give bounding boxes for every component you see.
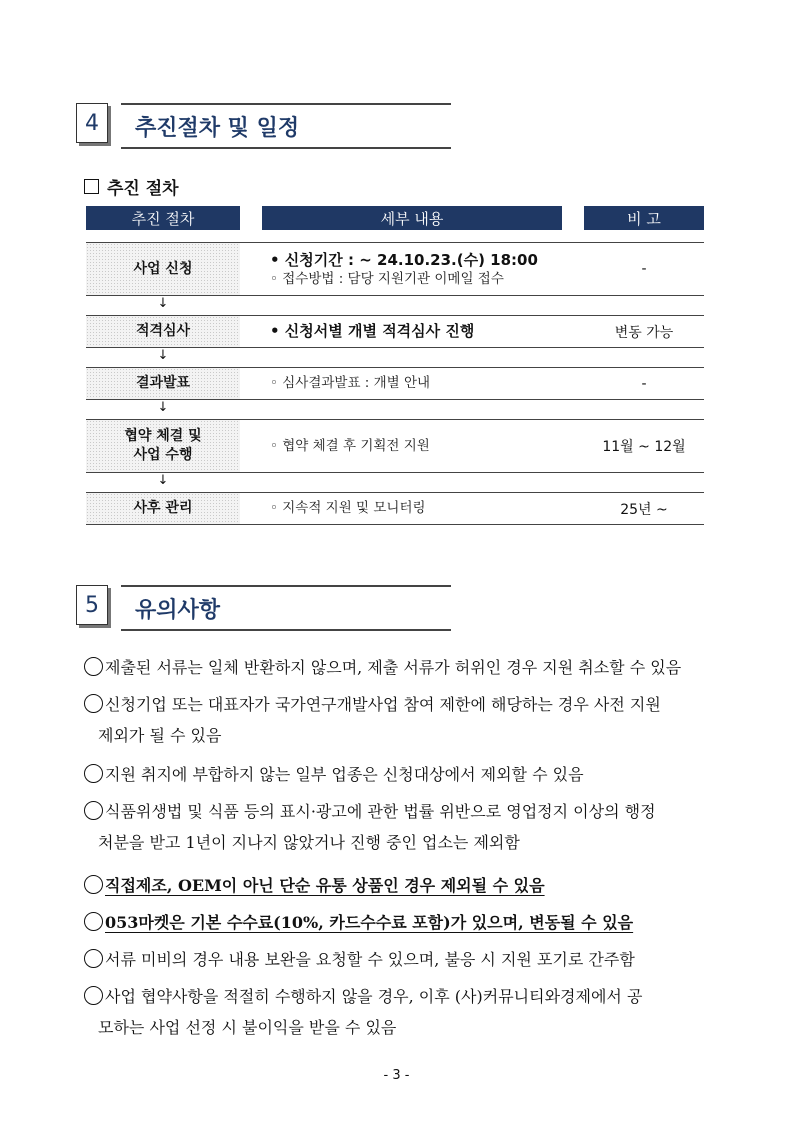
list-item bbox=[84, 652, 724, 683]
checkbox-icon bbox=[84, 179, 99, 194]
process-note: - bbox=[641, 375, 647, 392]
table-header-step: 추진 절차 bbox=[86, 206, 240, 230]
table-rule bbox=[86, 242, 704, 243]
process-note: 변동 가능 bbox=[614, 324, 674, 341]
table-header-detail: 세부 내용 bbox=[262, 206, 562, 230]
table-rule bbox=[86, 295, 704, 296]
detail-line: • 신청기간 : ~ 24.10.23.(수) 18:00 bbox=[270, 250, 538, 269]
process-step: 협약 체결 및 사업 수행 bbox=[86, 420, 240, 472]
list-item bbox=[84, 689, 724, 751]
detail-line: ◦ 지속적 지원 및 모니터링 bbox=[270, 500, 426, 517]
note-line: 제출된 서류는 일체 반환하지 않으며, 제출 서류가 허위인 경우 지원 취소할 수 있음 bbox=[105, 658, 682, 677]
note-line: 직접제조, OEM이 아닌 단순 유통 상품인 경우 제외될 수 있음 bbox=[105, 876, 545, 895]
detail-line: ◦ 협약 체결 후 기획전 지원 bbox=[270, 437, 430, 454]
subheading bbox=[84, 174, 179, 199]
list-item bbox=[84, 796, 724, 858]
section-number: 5 bbox=[76, 585, 108, 625]
down-arrow-icon: ↓ bbox=[157, 296, 169, 311]
section-title-box bbox=[121, 585, 451, 631]
subheading-text: 추진 절차 bbox=[107, 179, 179, 199]
note-line: 제외가 될 수 있음 bbox=[98, 726, 222, 746]
note-line: 식품위생법 및 식품 등의 표시·광고에 관한 법률 위반으로 영업정지 이상의 행정 bbox=[105, 802, 656, 821]
table-rule bbox=[86, 399, 704, 400]
note-line: 신청기업 또는 대표자가 국가연구개발사업 참여 제한에 해당하는 경우 사전 지원 bbox=[105, 695, 661, 714]
process-step: 결과발표 bbox=[86, 368, 240, 399]
table-rule bbox=[86, 367, 704, 368]
note-line: 처분을 받고 1년이 지나지 않았거나 진행 중인 업소는 제외함 bbox=[98, 833, 520, 853]
circle-bullet-icon bbox=[84, 986, 103, 1005]
circle-bullet-icon bbox=[84, 694, 103, 713]
section-title: 유의사항 bbox=[135, 598, 221, 623]
table-rule bbox=[86, 472, 704, 473]
section-number: 4 bbox=[76, 103, 108, 143]
down-arrow-icon: ↓ bbox=[157, 400, 169, 415]
circle-bullet-icon bbox=[84, 912, 103, 931]
detail-line: • 신청서별 개별 적격심사 진행 bbox=[270, 322, 475, 341]
circle-bullet-icon bbox=[84, 801, 103, 820]
table-rule bbox=[86, 419, 704, 420]
circle-bullet-icon bbox=[84, 764, 103, 783]
list-item bbox=[84, 981, 724, 1043]
circle-bullet-icon bbox=[84, 949, 103, 968]
process-detail bbox=[262, 316, 562, 347]
table-rule bbox=[86, 524, 704, 525]
process-step: 적격심사 bbox=[86, 316, 240, 347]
table-rule bbox=[86, 492, 704, 493]
detail-line: ◦ 심사결과발표 : 개별 안내 bbox=[270, 375, 431, 392]
section-title: 추진절차 및 일정 bbox=[135, 116, 300, 141]
list-item bbox=[84, 907, 724, 938]
note-line: 지원 취지에 부합하지 않는 일부 업종은 신청대상에서 제외할 수 있음 bbox=[105, 765, 584, 784]
note-line: 서류 미비의 경우 내용 보완을 요청할 수 있으며, 불응 시 지원 포기로 간주함 bbox=[105, 950, 635, 969]
note-line: 사업 협약사항을 적절히 수행하지 않을 경우, 이후 (사)커뮤니티와경제에서 공 bbox=[105, 987, 643, 1006]
process-detail bbox=[262, 420, 562, 472]
list-item bbox=[84, 870, 724, 901]
table-rule bbox=[86, 315, 704, 316]
process-step: 사후 관리 bbox=[86, 493, 240, 524]
down-arrow-icon: ↓ bbox=[157, 473, 169, 488]
down-arrow-icon: ↓ bbox=[157, 348, 169, 363]
process-step: 사업 신청 bbox=[86, 243, 240, 295]
process-note: 25년 ~ bbox=[620, 501, 668, 518]
process-note: 11월 ~ 12월 bbox=[602, 439, 686, 455]
table-header-note: 비 고 bbox=[584, 206, 704, 230]
note-line: 모하는 사업 선정 시 불이익을 받을 수 있음 bbox=[98, 1018, 397, 1038]
circle-bullet-icon bbox=[84, 657, 103, 676]
circle-bullet-icon bbox=[84, 875, 103, 894]
list-item bbox=[84, 944, 724, 975]
process-detail bbox=[262, 368, 562, 399]
process-detail bbox=[262, 243, 562, 295]
list-item bbox=[84, 759, 724, 790]
detail-line: ◦ 접수방법 : 담당 지원기관 이메일 접수 bbox=[270, 271, 504, 288]
section-title-box bbox=[121, 103, 451, 149]
process-detail bbox=[262, 493, 562, 524]
note-line: 053마켓은 기본 수수료(10%, 카드수수료 포함)가 있으며, 변동될 수 있음 bbox=[105, 913, 634, 932]
table-rule bbox=[86, 347, 704, 348]
process-note: - bbox=[641, 261, 647, 277]
page-number: - 3 - bbox=[383, 1068, 410, 1083]
